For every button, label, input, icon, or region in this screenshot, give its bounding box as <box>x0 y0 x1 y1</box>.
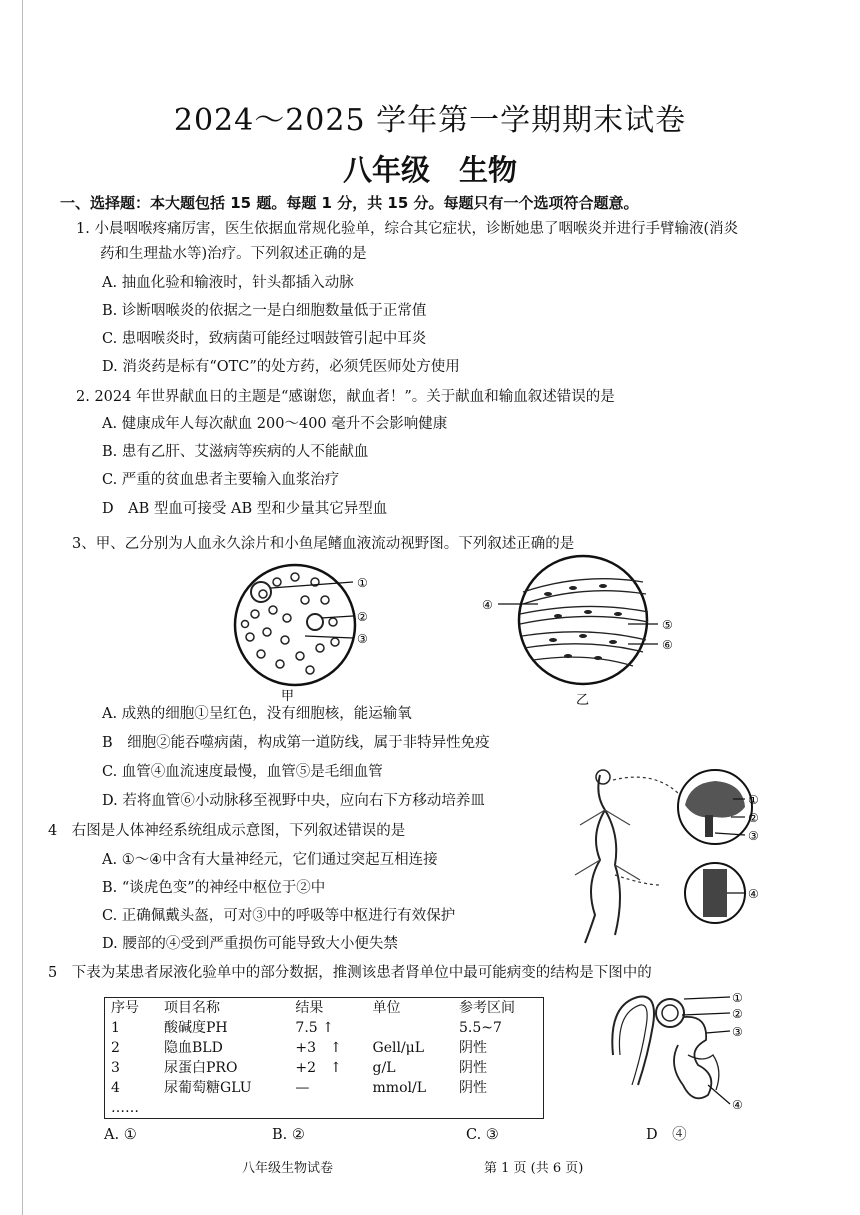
cell: 3 <box>111 1060 120 1076</box>
col-header: 参考区间 <box>459 1000 515 1016</box>
nerve-label-3: ③ <box>748 829 759 843</box>
q1-stem-line2: 药和生理盐水等)治疗。下列叙述正确的是 <box>100 246 367 262</box>
cell: 2 <box>111 1040 120 1056</box>
cell: 4 <box>111 1080 120 1096</box>
cell: mmol/L <box>372 1080 426 1096</box>
cell: 阴性 <box>459 1060 487 1076</box>
q5-option-c: C. ③ <box>466 1127 499 1143</box>
table-row <box>105 1078 544 1098</box>
jia-label-3: ③ <box>357 632 368 646</box>
q1-option-c: C. 患咽喉炎时，致病菌可能经过咽鼓管引起中耳炎 <box>102 331 427 347</box>
nephron-label-4: ④ <box>732 1098 743 1112</box>
yi-label-4: ④ <box>482 598 493 612</box>
q5-option-a: A. ① <box>104 1127 137 1143</box>
fig-jia-caption: 甲 <box>281 689 295 702</box>
nephron-label-2: ② <box>732 1007 743 1021</box>
cell: +2 ↑ <box>295 1060 342 1076</box>
nerve-label-2: ② <box>748 811 759 825</box>
q4-option-c: C. 正确佩戴头盔，可对③中的呼吸等中枢进行有效保护 <box>102 908 456 924</box>
q1-option-a: A. 抽血化验和输液时，针头都插入动脉 <box>102 275 354 291</box>
q1-stem-line1: 1. 小晨咽喉疼痛厉害，医生依据血常规化验单，综合其它症状，诊断她患了咽喉炎并进行手臂输液(消炎 <box>76 221 739 237</box>
exam-title: 2024～2025 学年第一学期期末试卷 <box>173 103 687 138</box>
cell: g/L <box>372 1060 396 1076</box>
q2-option-d: D AB 型血可接受 AB 型和少量其它异型血 <box>102 501 388 517</box>
footer-page-number: 第 1 页 (共 6 页) <box>484 1161 584 1176</box>
nephron-label-1: ① <box>732 991 743 1005</box>
jia-label-1: ① <box>357 576 368 590</box>
cell <box>367 1018 453 1038</box>
fish-tail-blood-flow-figure <box>478 552 688 707</box>
cell: 尿蛋白PRO <box>163 1060 238 1076</box>
q3-option-b: B 细胞②能吞噬病菌，构成第一道防线，属于非特异性免疫 <box>102 735 490 751</box>
nephron-figure <box>598 985 758 1115</box>
section-heading: 一、选择题：本大题包括 15 题。每题 1 分，共 15 分。每题只有一个选项符合题意。 <box>60 194 639 212</box>
cell-ellipsis: …… <box>111 1100 139 1116</box>
cell: 阴性 <box>459 1040 487 1056</box>
q3-option-d: D. 若将血管⑥小动脉移至视野中央，应向右下方移动培养皿 <box>102 793 485 809</box>
table-header-row <box>105 998 544 1019</box>
q1-option-d: D. 消炎药是标有“OTC”的处方药，必须凭医师处方使用 <box>102 359 460 375</box>
cell: 7.5 ↑ <box>295 1020 334 1036</box>
cell: 尿葡萄糖GLU <box>163 1080 252 1096</box>
table-row <box>105 1058 544 1078</box>
cell: 酸碱度PH <box>163 1020 228 1036</box>
q4-option-d: D. 腰部的④受到严重损伤可能导致大小便失禁 <box>102 936 398 952</box>
cell: 阴性 <box>459 1080 487 1096</box>
q4-option-a: A. ①～④中含有大量神经元，它们通过突起互相连接 <box>102 852 438 868</box>
blood-smear-figure <box>225 552 400 702</box>
q5-option-b: B. ② <box>272 1127 305 1143</box>
nerve-label-1: ① <box>748 793 759 807</box>
col-header: 结果 <box>295 1000 324 1016</box>
q2-option-c: C. 严重的贫血患者主要输入血浆治疗 <box>102 472 340 488</box>
cell: 隐血BLD <box>163 1040 223 1056</box>
yi-label-5: ⑤ <box>662 618 673 632</box>
q5-option-d: D ④ <box>646 1127 687 1143</box>
cell: 5.5~7 <box>459 1020 502 1036</box>
q5-stem: 5 下表为某患者尿液化验单中的部分数据，推测该患者肾单位中最可能病变的结构是下图中的 <box>48 965 652 981</box>
q3-stem: 3、甲、乙分别为人血永久涂片和小鱼尾鳍血液流动视野图。下列叙述正确的是 <box>72 536 575 552</box>
cell: 1 <box>111 1020 120 1036</box>
cell: Gell/μL <box>372 1040 425 1056</box>
footer-course: 八年级生物试卷 <box>242 1161 334 1176</box>
q3-option-c: C. 血管④血流速度最慢，血管⑤是毛细血管 <box>102 764 383 780</box>
q2-stem: 2. 2024 年世界献血日的主题是“感谢您，献血者！”。关于献血和输血叙述错误的是 <box>76 389 615 405</box>
nephron-label-3: ③ <box>732 1025 743 1039</box>
cell: +3 ↑ <box>295 1040 342 1056</box>
q2-option-a: A. 健康成年人每次献血 200～400 毫升不会影响健康 <box>102 416 448 432</box>
exam-subtitle: 八年级 生物 <box>342 153 517 187</box>
q2-option-b: B. 患有乙肝、艾滋病等疾病的人不能献血 <box>102 444 369 460</box>
cell: — <box>295 1080 310 1096</box>
col-header: 单位 <box>372 1000 401 1016</box>
yi-label-6: ⑥ <box>662 638 673 652</box>
q1-option-b: B. 诊断咽喉炎的依据之一是白细胞数量低于正常值 <box>102 303 427 319</box>
urine-test-table <box>104 997 544 1119</box>
q4-option-b: B. “谈虎色变”的神经中枢位于②中 <box>102 880 326 896</box>
table-row <box>105 1018 544 1038</box>
col-header: 序号 <box>111 1000 139 1016</box>
table-row <box>105 1098 544 1119</box>
jia-label-2: ② <box>357 610 368 624</box>
table-row <box>105 1038 544 1058</box>
nerve-label-4: ④ <box>748 887 759 901</box>
q3-option-a: A. 成熟的细胞①呈红色，没有细胞核，能运输氧 <box>102 706 412 722</box>
col-header: 项目名称 <box>163 1000 220 1016</box>
q4-stem: 4 右图是人体神经系统组成示意图，下列叙述错误的是 <box>48 823 406 839</box>
fig-yi-caption: 乙 <box>576 693 590 707</box>
nervous-system-figure <box>555 765 770 945</box>
